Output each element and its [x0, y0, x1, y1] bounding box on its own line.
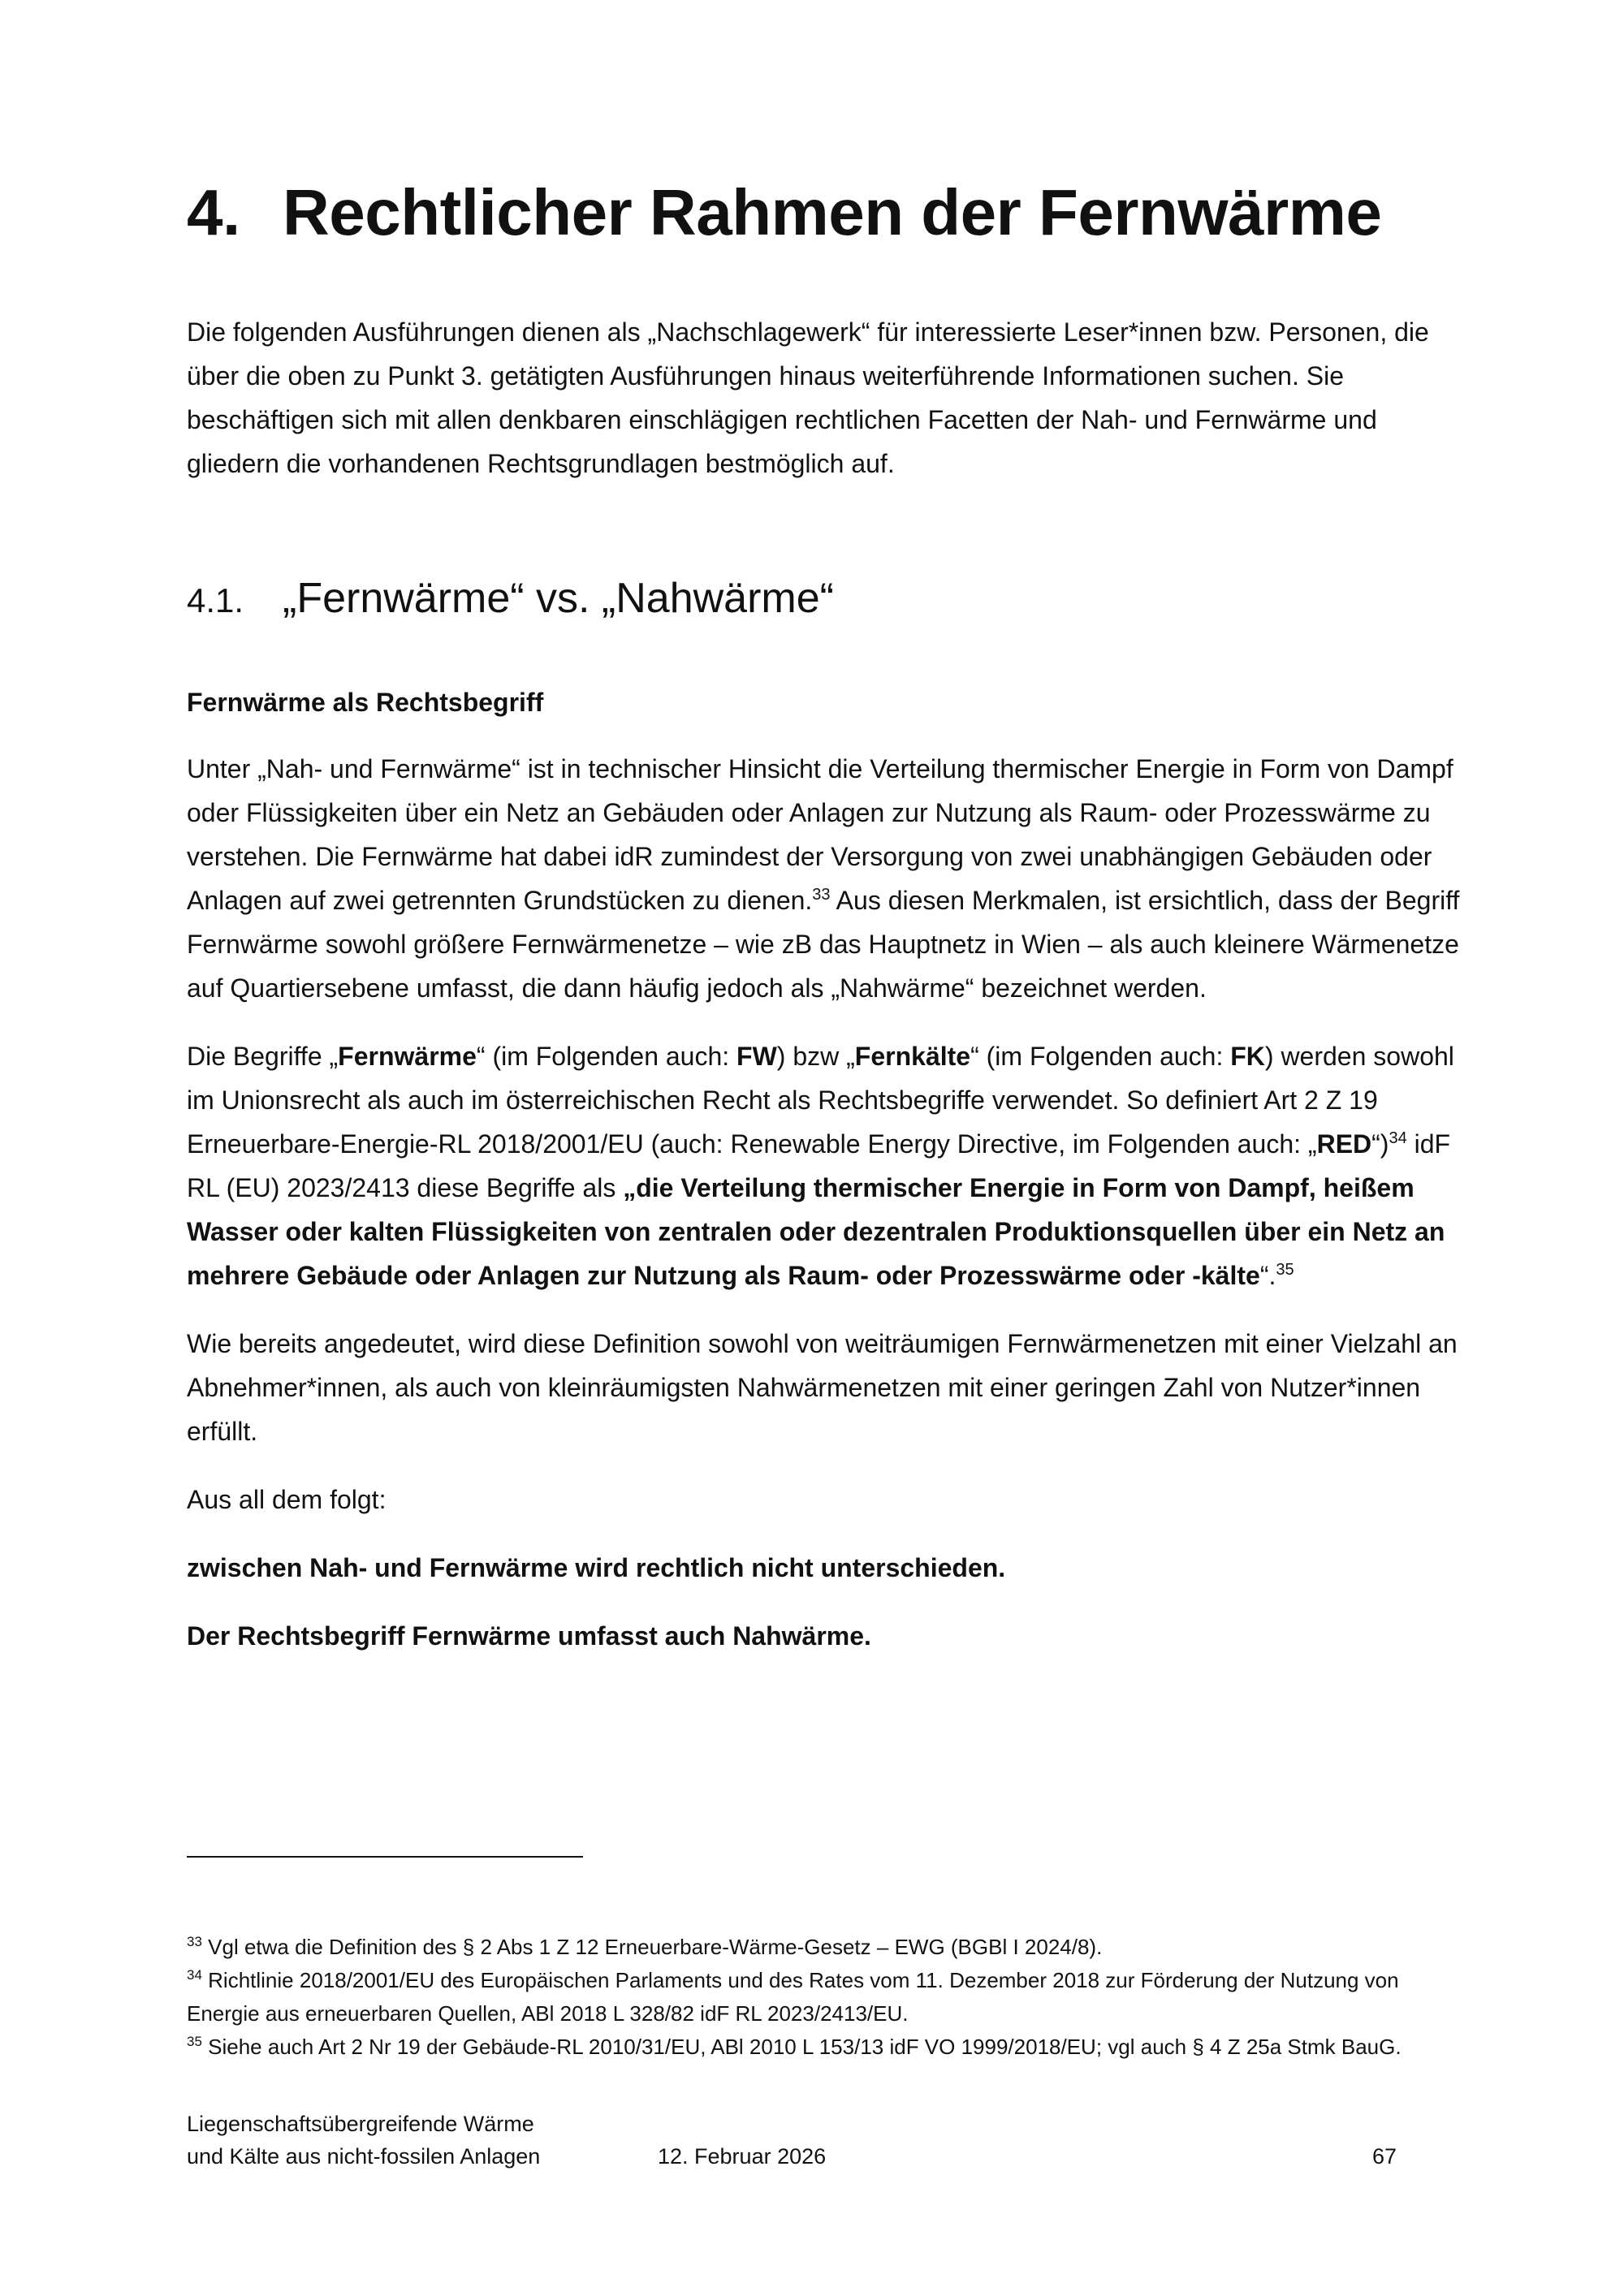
footnote-number: 35	[187, 2034, 202, 2049]
footnotes	[187, 1931, 1453, 2064]
term-fernwaerme: Fernwärme	[338, 1042, 477, 1071]
footer-date: 12. Februar 2026	[658, 2144, 827, 2169]
footnote-ref-33[interactable]: 33	[812, 886, 831, 904]
footer-title-line-1: Liegenschaftsübergreifende Wärme	[187, 2112, 534, 2136]
footnote-33	[187, 1931, 1453, 1964]
paragraph-text: “ (im Folgenden auch:	[970, 1042, 1231, 1071]
footnote-number: 33	[187, 1934, 202, 1949]
section-title: „Fernwärme“ vs. „Nahwärme“	[283, 575, 834, 622]
definition-quote: „die Verteilung thermischer Energie in Form von Dampf, heißem Wasser oder kalten Flüssigkeiten von zentralen oder dezentralen Produktionsquellen über ein Netz an mehrere Gebäude oder Anlagen zur Nutzung als Raum- oder Prozesswärme oder -kälte	[187, 1173, 1445, 1290]
footnote-divider	[187, 1856, 583, 1858]
section-body	[187, 680, 1462, 1682]
term-fernkaelte: Fernkälte	[854, 1042, 971, 1071]
chapter-heading	[187, 177, 1381, 248]
paragraph-text: Die Begriffe „	[187, 1042, 339, 1071]
document-page	[187, 0, 1460, 2296]
chapter-title: Rechtlicher Rahmen der Fernwärme	[283, 176, 1382, 248]
term-fk: FK	[1230, 1042, 1265, 1071]
paragraph-text: “)	[1371, 1129, 1389, 1159]
footnote-ref-34[interactable]: 34	[1389, 1129, 1407, 1147]
paragraph-text: idF RL (EU) 2023/2413 diese Begriffe als	[187, 1129, 1451, 1202]
paragraph-lead-in: Aus all dem folgt:	[187, 1485, 387, 1514]
footer-title-line-2: und Kälte aus nicht-fossilen Anlagen	[187, 2144, 541, 2169]
paragraph-text: “ (im Folgenden auch:	[476, 1042, 737, 1071]
paragraph-legal-terms	[187, 1034, 1462, 1297]
paragraph-text: ) bzw „	[776, 1042, 855, 1071]
conclusion-2: Der Rechtsbegriff Fernwärme umfasst auch Nahwärme.	[187, 1621, 871, 1651]
section-number: 4.1.	[187, 581, 244, 619]
footnote-text: Vgl etwa die Definition des § 2 Abs 1 Z 12 Erneuerbare-Wärme-Gesetz – EWG (BGBl I 2024/8).	[201, 1935, 1103, 1959]
page-number: 67	[1372, 2144, 1397, 2169]
footnote-35	[187, 2031, 1453, 2064]
paragraph-definition	[187, 747, 1462, 1010]
footnote-text: Siehe auch Art 2 Nr 19 der Gebäude-RL 2010/31/EU, ABl 2010 L 153/13 idF VO 1999/2018/EU; vgl auch § 4 Z 25a Stmk BauG.	[201, 2035, 1402, 2059]
intro-paragraph: Die folgenden Ausführungen dienen als „Nachschlagewerk“ für interessierte Leser*innen bzw. Personen, die über die oben zu Punkt 3. getätigten Ausführungen hinaus weiterführende Informationen suchen. Sie beschäftigen sich mit allen denkbaren einschlägigen rechtlichen Facetten der Nah- und Fernwärme und gliedern die vorhandenen Rechtsgrundlagen bestmöglich auf.	[187, 317, 1429, 478]
footnote-text: Richtlinie 2018/2001/EU des Europäischen Parlaments und des Rates vom 11. Dezember 2018 zur Förderung der Nutzung von Energie aus erneuerbaren Quellen, ABl 2018 L 328/82 idF RL 2023/2413/EU.	[187, 1968, 1399, 2026]
chapter-number: 4.	[187, 176, 240, 248]
subheading: Fernwärme als Rechtsbegriff	[187, 688, 544, 717]
paragraph-text: Unter „Nah- und Fernwärme“ ist in technischer Hinsicht die Verteilung thermischer Energie in Form von Dampf oder Flüssigkeiten über ein Netz an Gebäuden oder Anlagen zur Nutzung als Raum- oder Prozesswärme zu verstehen. Die Fernwärme hat dabei idR zumindest der Versorgung von zwei unabhängigen Gebäuden oder Anlagen auf zwei getrennten Grundstücken zu dienen.	[187, 754, 1453, 915]
footer-document-title	[187, 2108, 641, 2173]
term-fw: FW	[736, 1042, 777, 1071]
paragraph-text: ) werden sowohl im Unionsrecht als auch im österreichischen Recht als Rechtsbegriffe verwendet. So definiert Art 2 Z 19 Erneuerbare-Energie-RL 2018/2001/EU (auch: Renewable Energy Directive, im Folgenden auch: „	[187, 1042, 1454, 1159]
footnote-number: 34	[187, 1967, 202, 1983]
footnote-ref-35[interactable]: 35	[1276, 1261, 1294, 1279]
term-red: RED	[1316, 1129, 1372, 1159]
conclusion-1: zwischen Nah- und Fernwärme wird rechtlich nicht unterschieden.	[187, 1553, 1006, 1582]
footnote-34	[187, 1964, 1453, 2031]
paragraph-text: “.	[1259, 1261, 1276, 1290]
paragraph-text: Aus diesen Merkmalen, ist ersichtlich, dass der Begriff Fernwärme sowohl größere Fernwärmenetze – wie zB das Hauptnetz in Wien – als auch kleinere Wärmenetze auf Quartiersebene umfasst, die dann häufig jedoch als „Nahwärme“ bezeichnet werden.	[187, 886, 1460, 1003]
paragraph-scope: Wie bereits angedeutet, wird diese Definition sowohl von weiträumigen Fernwärmenetzen mit einer Vielzahl an Abnehmer*innen, als auch von kleinräumigsten Nahwärmenetzen mit einer geringen Zahl von Nutzer*innen erfüllt.	[187, 1329, 1458, 1446]
section-heading	[187, 573, 834, 624]
